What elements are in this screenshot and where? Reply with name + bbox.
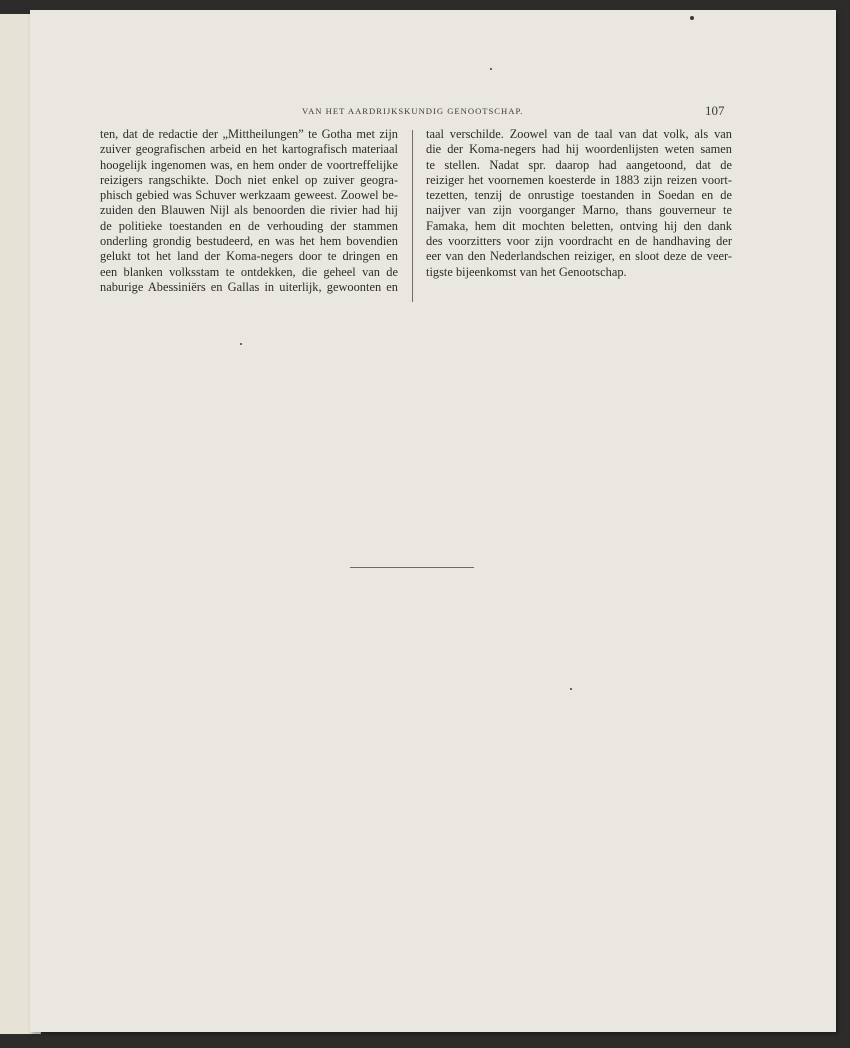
left-text-column bbox=[100, 127, 398, 295]
text-line: eer van den Nederlandschen reiziger, en sloot deze de veer- bbox=[426, 249, 732, 264]
text-line: een blanken volksstam te ontdekken, die geheel van de bbox=[100, 264, 398, 279]
text-line: zuiden den Blauwen Nijl als benoorden die rivier had hij bbox=[100, 203, 398, 218]
paper-speck bbox=[570, 688, 572, 690]
column-divider bbox=[412, 130, 413, 302]
text-line: te stellen. Nadat spr. daarop had aangetoond, dat de bbox=[426, 157, 732, 172]
running-header bbox=[30, 103, 836, 126]
text-line: Famaka, hem dit mochten beletten, ontving hij den dank bbox=[426, 218, 732, 233]
text-line: des voorzitters voor zijn voordracht en de handhaving der bbox=[426, 234, 732, 249]
paper-speck bbox=[690, 16, 694, 20]
text-line: onderling grondig bestudeerd, en was het hem bovendien bbox=[100, 234, 398, 249]
text-line: zuiver geografischen arbeid en het kartografisch materiaal bbox=[100, 142, 398, 157]
paper-speck bbox=[490, 68, 492, 70]
running-title: VAN HET AARDRIJKSKUNDIG GENOOTSCHAP. bbox=[302, 106, 524, 116]
text-line: de politieke toestanden en de verhouding der stammen bbox=[100, 218, 398, 233]
text-line: gelukt tot het land der Koma-negers door te dringen en bbox=[100, 249, 398, 264]
text-line: reiziger het voornemen koesterde in 1883 zijn reizen voort- bbox=[426, 172, 732, 187]
page-number: 107 bbox=[705, 103, 725, 118]
text-line: reizigers rangschikte. Doch niet enkel op zuiver geogra- bbox=[100, 172, 398, 187]
text-line: ten, dat de redactie der „Mittheilungen” te Gotha met zijn bbox=[100, 127, 398, 141]
text-line: phisch gebied was Schuver werkzaam geweest. Zoowel be- bbox=[100, 188, 398, 203]
text-line: hoogelijk ingenomen was, en hem onder de voortreffelijke bbox=[100, 157, 398, 172]
book-page bbox=[30, 10, 836, 1032]
text-line: taal verschilde. Zoowel van de taal van dat volk, als van bbox=[426, 127, 732, 141]
text-line: naburige Abessiniërs en Gallas in uiterlijk, gewoonten en bbox=[100, 279, 398, 294]
end-rule bbox=[350, 567, 474, 568]
right-text-column bbox=[426, 127, 732, 280]
text-line: tigste bijeenkomst van het Genootschap. bbox=[426, 264, 627, 279]
text-line: tezetten, tenzij de onrustige toestanden in Soedan en de bbox=[426, 188, 732, 203]
text-line: die der Koma-negers had hij woordenlijsten weten samen bbox=[426, 142, 732, 157]
text-line: naijver van zijn voorganger Marno, thans gouverneur te bbox=[426, 203, 732, 218]
paper-speck bbox=[240, 343, 242, 345]
